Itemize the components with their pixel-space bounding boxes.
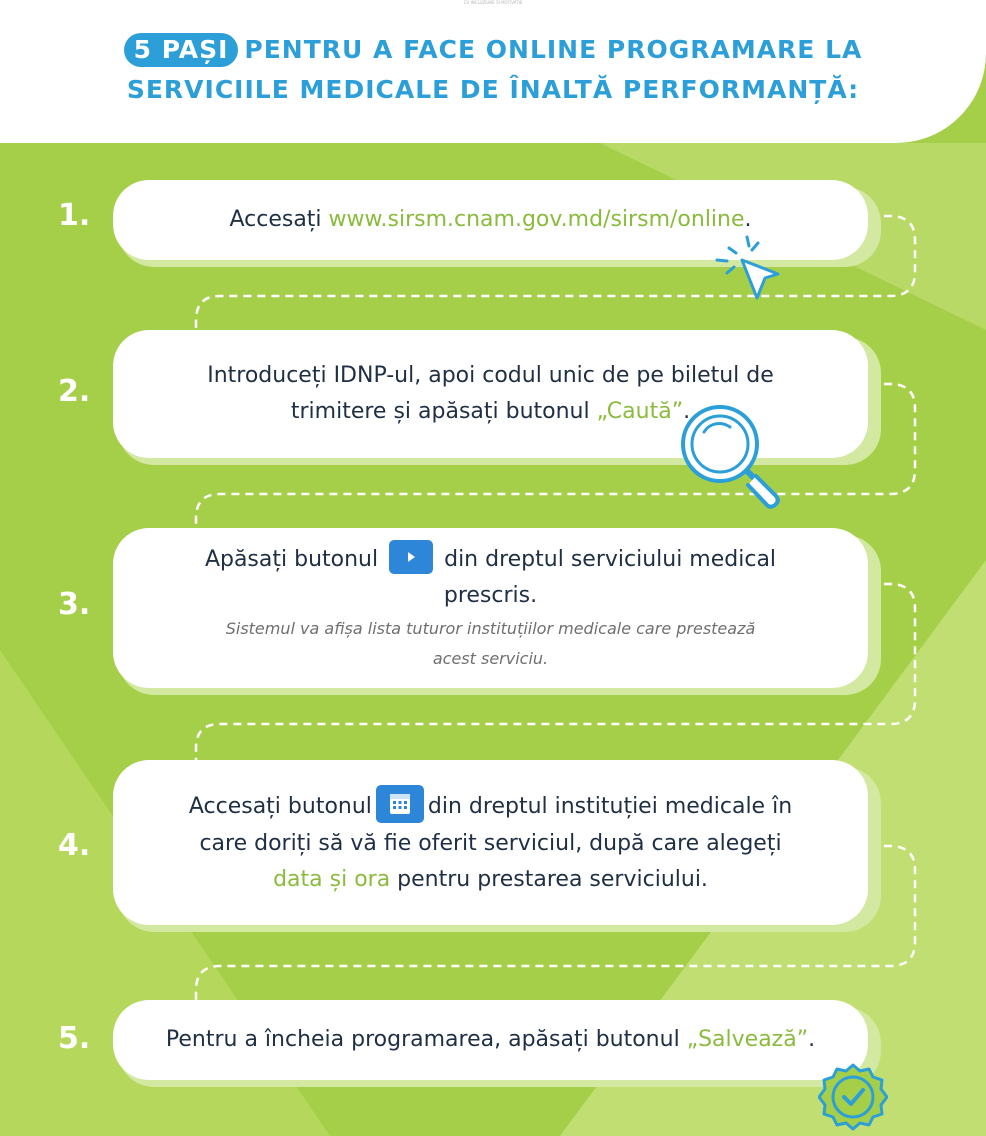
step-5-pre: Pentru a încheia programarea, apăsați butonul <box>165 1027 687 1052</box>
play-button-icon <box>389 540 433 574</box>
step-4-number: 4. <box>58 828 91 863</box>
step-4-line-3-post: pentru prestarea serviciului. <box>390 866 708 892</box>
step-3-line-2: prescris. <box>443 583 538 608</box>
cursor-click-icon <box>712 234 788 306</box>
save-button-label: „Salvează” <box>686 1027 809 1052</box>
step-1-number: 1. <box>58 198 91 233</box>
step-1-pre: Accesați <box>229 207 329 232</box>
step-5-post: . <box>808 1027 816 1052</box>
sirsm-link[interactable]: www.sirsm.cnam.gov.md/sirsm/online <box>328 207 745 232</box>
step-3-note-2: acest serviciu. <box>432 649 549 668</box>
step-5-card <box>113 1000 868 1080</box>
step-4-line-3 <box>273 862 708 898</box>
step-1-post: . <box>744 207 752 232</box>
step-4-line-1 <box>189 788 792 826</box>
step-4-line-1-pre: Accesați butonul <box>188 793 372 819</box>
date-time-highlight: data și ora <box>273 866 391 892</box>
step-2-line-1: Introduceți IDNP-ul, apoi codul unic de pe biletul de <box>207 363 774 388</box>
step-2-line-2 <box>291 394 690 430</box>
step-2-line-2-pre: trimitere și apăsați butonul <box>290 399 597 424</box>
step-2-line-2-post: . <box>683 399 691 424</box>
title-text-1: PENTRU A FACE ONLINE PROGRAMARE LA <box>244 35 863 64</box>
steps-count-pill: 5 PAȘI <box>124 33 239 67</box>
step-1-text <box>229 202 751 238</box>
step-3-line-1 <box>205 542 776 578</box>
magnifier-icon <box>678 403 788 513</box>
check-badge-icon <box>818 1062 888 1132</box>
title-line-2: SERVICIILE MEDICALE DE ÎNALTĂ PERFORMANȚĂ: <box>126 75 860 104</box>
calendar-icon <box>376 785 424 823</box>
step-3-line-1-pre: Apăsați butonul <box>204 547 379 572</box>
step-3-line-1-post: din dreptul serviciului medical <box>444 547 777 572</box>
step-5-text <box>166 1022 815 1058</box>
step-5-number: 5. <box>58 1021 91 1056</box>
step-4-line-1-post: din dreptul instituției medicale în <box>427 793 793 819</box>
tiny-header-text: CU INCLUZIUNE SI MOTIVATIE <box>463 0 523 5</box>
step-3-number: 3. <box>58 587 91 622</box>
step-3-card <box>113 528 868 688</box>
step-3-note-1: Sistemul va afișa lista tuturor instituțiilor medicale care prestează <box>225 619 756 638</box>
step-4-line-2: care doriți să vă fie oferit serviciul, după care alegeți <box>199 830 782 856</box>
step-4-card <box>113 760 868 925</box>
step-2-number: 2. <box>58 374 91 409</box>
search-button-label: „Caută” <box>596 399 684 424</box>
